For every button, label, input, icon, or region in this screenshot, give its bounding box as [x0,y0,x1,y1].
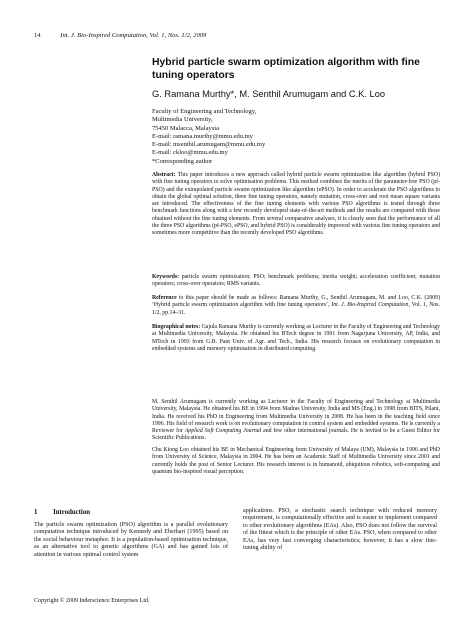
abstract-text: This paper introduces a new approach called hybrid particle swarm optimization like algorithm (hybrid PSO) with fine tuning operators to solve optimisation problems. This method combines the merits of the parameter-free PSO (pf-PSO) and the extrapolated particle swarm optimization like algorithm (ePSO). In order to accelerate the PSO algorithms to obtain the global optimal solution, three fine tuning operators, namely mutation, cross-over and root mean square variants are introduced. The effectiveness of the fine tuning elements with various PSO algorithms is tested through three benchmark functions along with a few recently developed state-of-the-art methods and the results are compared with those obtained without the fine tuning elements. From several comparative analyses, it is clearly seen that the performance of all the three PSO algorithms (pf-PSO, ePSO, and hybrid PSO) is considerably improved with various fine tuning operators and sometimes more competitive than the recently developed PSO algorithms. [152,172,440,237]
keywords-label: Keywords: [152,274,180,280]
reference-text: to this paper should be made as follows: Ramana Murthy, G., Senthil Arumugam, M. and Loo, C.K. (2009) ‘Hybrid particle swarm optimization algorithm with fine tuning operators’, [152,295,440,309]
running-header [34,32,206,39]
biographical-note-2 [152,399,440,443]
bio2-text-end: and few other international journals. He is invited to be a Guest Editor for Scientific Publications. [152,428,441,442]
abstract [152,172,440,238]
journal-citation: Int. J. Bio-Inspired Computation, Vol. 1, Nos. 1/2, 2009 [60,32,207,39]
bio-label: Biographical notes: [152,324,201,330]
reference-tail: Vol. 1, Nos. 1/2, pp.14–31. [152,302,440,316]
corresponding-author-note: *Corresponding author [152,157,213,165]
email-line: E-mail: ckloo@mmu.edu.my [152,149,228,157]
keywords [152,274,440,289]
email-line: E-mail: msenthil.arumugam@mmu.edu.my [152,141,266,149]
affiliation-block [152,108,442,166]
reference-note [152,295,440,317]
intro-right-column: applications. PSO, a stochastic search technique with reduced memory requirement, is computationally effective and is easier to implement compared to other evolutionary algorithms (EAs). Also, PSO does not follow the survival of the fittest which is the principle of other EAs. PSO, when compared to other EAs, has very fast converging characteristics; however, it has a slow fine-tuning ability of [243,508,437,552]
paper-title: Hybrid particle swarm optimization algorithm with fine tuning operators [152,57,420,81]
reference-label: Reference [152,295,177,301]
page-number: 14 [34,32,41,39]
reference-journal: Int. J. Bio-Inspired Computation, [331,302,410,309]
intro-left-column: The particle swarm optimization (PSO) algorithm is a parallel evolutionary computation technique introduced by Kennedy and Eberhart (1995) based on the social behaviour metaphor. It is a population-based optimisation technique, as an alternative tool to genetic algorithms (GA) and has gained lots of attention in various optimal control system [34,522,228,558]
biographical-note-3 [152,447,440,476]
section-title: Introduction [53,509,90,516]
copyright-footer: Copyright © 2009 Inderscience Enterprises Ltd. [34,598,150,604]
abstract-label: Abstract: [152,172,176,178]
bio2-text: M. Senthil Arumugam is currently working as Lecturer in the Faculty of Engineering and Technology at Multimedia University, Malaysia. He obtained his BE in 1994 from Madras University, India and MS (Eng.) in 1998 from BITS, Pilani, India. He received his PhD in Engineering from Multimedia University in 2008. He has been in the teaching field since 1996. His field of research work is on evolutionary computation in control system and embedded systems. He is currently a Reviewer for [152,399,440,435]
biographical-note-1 [152,324,440,353]
bio2-journal: Applied Soft Computing Journal [184,428,262,435]
bio1-text: Gajula Ramana Murthy is currently working as Lecturer in the Faculty of Engineering and Technology at Multimedia University, Malaysia. He obtained his BTech degree in 1991 from Nagarjuna University, AP, India, and MTech in 1993 from G.B. Pant Univ. of Agr. and Tech., India. His research focuses on evolutionary computation in embedded systems and memory optimisation in distributed computing. [152,324,440,352]
affiliation-line: Multimedia University, [152,116,213,124]
email-line: E-mail: ramana.murthy@mmu.edu.my [152,132,253,140]
bio3-text: Chu Kiong Loo obtained his BE in Mechanical Engineering from University of Malaya (UM), Malaysia in 1996 and PhD from University of Science, Malaysia in 2004. He has been an Academic Staff of Multimedia University since 2001 and currently holds the post of Senior Lecturer. His research interest is in humanoid, ubiquitous robotics, soft-computing and quantum bio-inspired visual perception. [152,447,440,475]
affiliation-line: Faculty of Engineering and Technology, [152,108,257,115]
keywords-text: particle swarm optimization; PSO; benchmark problems; inertia weight; acceleration coefficient; mutation operators; cross-over operators; RMS variants. [152,274,440,288]
section-number: 1 [34,509,38,516]
author-list: G. Ramana Murthy*, M. Senthil Arumugam and C.K. Loo [152,89,386,99]
affiliation-line: 75450 Malacca, Malaysia [152,124,219,132]
section-heading [34,509,90,516]
